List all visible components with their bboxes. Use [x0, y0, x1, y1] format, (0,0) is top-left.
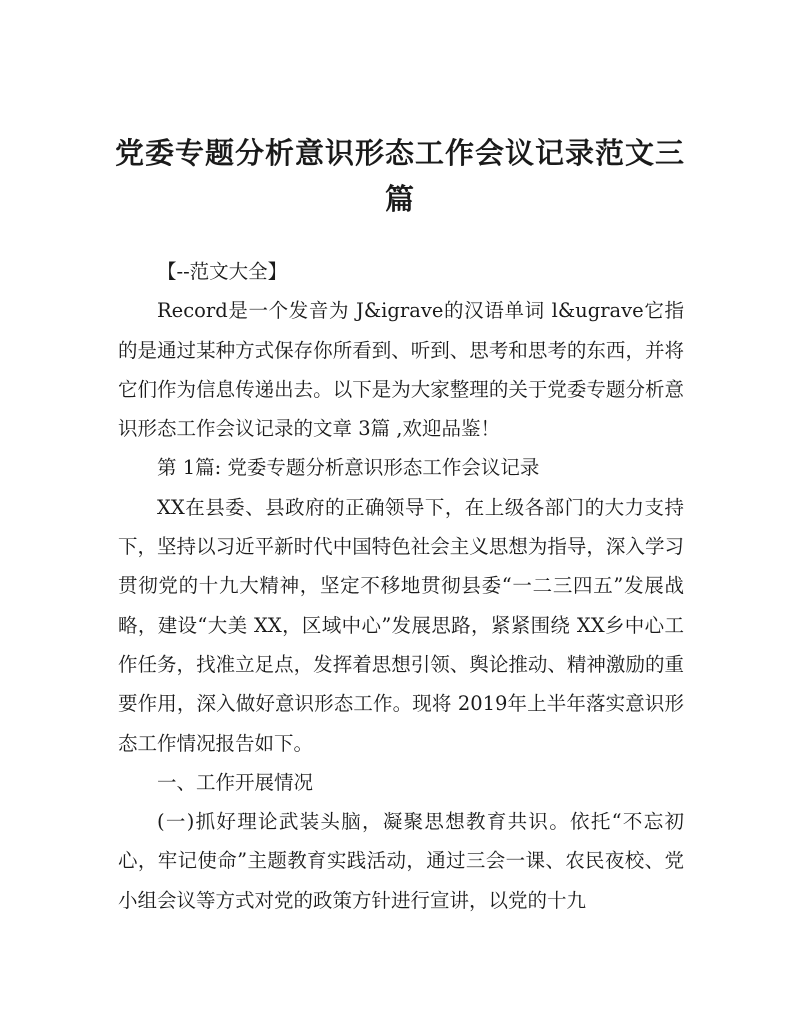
intro-paragraph: Record是一个发音为 J&igrave的汉语单词 l&ugrave它指的是通过某种方式保存你所看到、听到、思考和思考的东西，并将它们作为信息传递出去。以下是为大家整理的关于党委专题分析意识形态工作会议记录的文章 3篇 ,欢迎品鉴！ — [118, 299, 684, 441]
section-heading: 一、工作开展情况 — [157, 770, 314, 794]
chapter-heading: 第 1篇: 党委专题分析意识形态工作会议记录 — [157, 456, 540, 480]
source-tag: 【--范文大全】 — [157, 260, 288, 283]
document-title: 党委专题分析意识形态工作会议记录范文三篇 — [114, 136, 685, 216]
document-body — [118, 252, 684, 920]
body-paragraph: (一)抓好理论武装头脑，凝聚思想教育共识。依托“不忘初心，牢记使命”主题教育实践活动，通过三会一课、农民夜校、党小组会议等方式对党的政策方针进行宣讲，以党的十九 — [118, 810, 684, 912]
body-paragraph: XX在县委、县政府的正确领导下，在上级各部门的大力支持下，坚持以习近平新时代中国特色社会主义思想为指导，深入学习贯彻党的十九大精神，坚定不移地贯彻县委“一二三四五”发展战略，建设“大美 XX，区域中心”发展思路，紧紧围绕 XX乡中心工作任务，找准立足点，发挥着思想引领、舆论推动、精神激励的重要作用，深入做好意识形态工作。现将 2019年上半年落实意识形态工作情况报告如下。 — [118, 495, 684, 755]
